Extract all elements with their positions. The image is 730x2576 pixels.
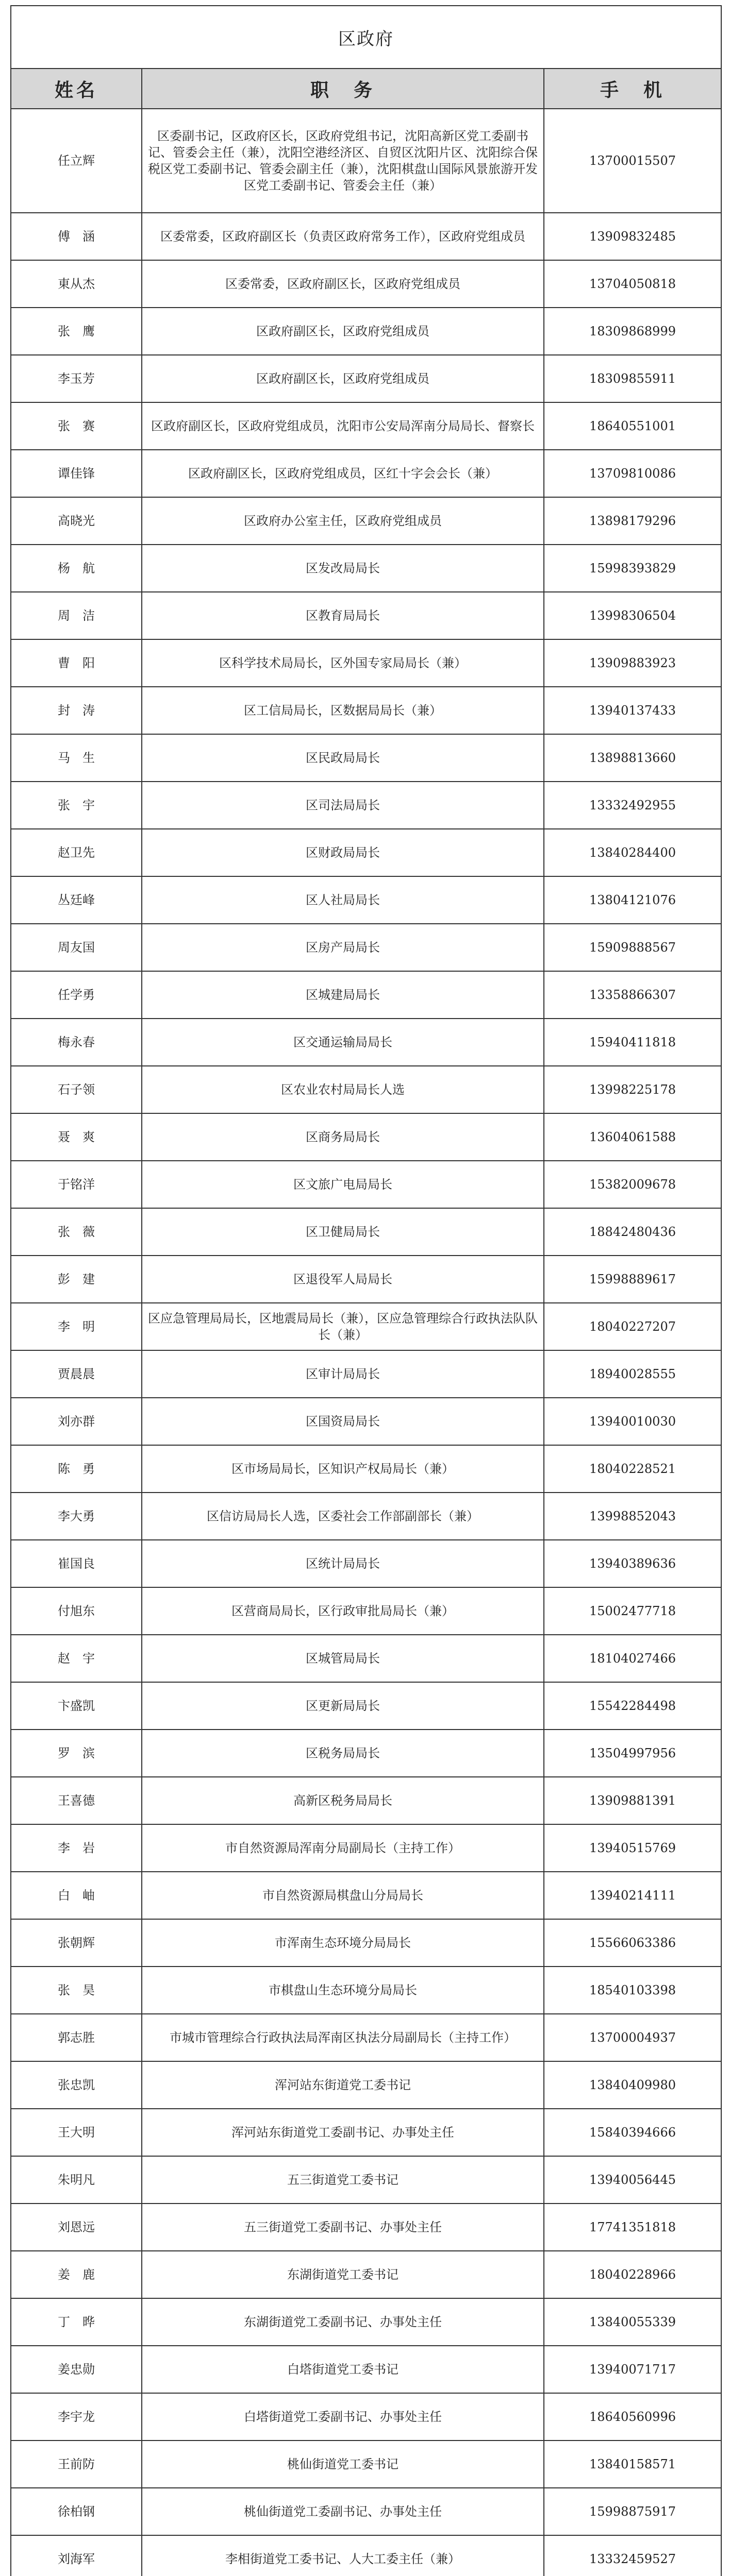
cell-phone: 13700015507 bbox=[544, 109, 721, 213]
cell-name: 任立辉 bbox=[11, 109, 142, 213]
cell-duty: 白塔街道党工委副书记、办事处主任 bbox=[142, 2393, 544, 2441]
cell-duty: 白塔街道党工委书记 bbox=[142, 2346, 544, 2393]
cell-duty: 区国资局局长 bbox=[142, 1398, 544, 1445]
cell-name: 赵卫先 bbox=[11, 829, 142, 876]
cell-duty: 市自然资源局浑南分局副局长（主持工作） bbox=[142, 1824, 544, 1872]
cell-phone: 17741351818 bbox=[544, 2204, 721, 2251]
cell-name: 刘海军 bbox=[11, 2535, 142, 2576]
cell-name: 丁 晔 bbox=[11, 2298, 142, 2346]
cell-name: 王大明 bbox=[11, 2109, 142, 2156]
table-body bbox=[11, 6, 721, 2576]
cell-phone: 18309855911 bbox=[544, 355, 721, 402]
cell-name: 封 涛 bbox=[11, 687, 142, 734]
cell-duty: 市自然资源局棋盘山分局局长 bbox=[142, 1872, 544, 1919]
table-row bbox=[11, 355, 721, 402]
cell-phone: 13940389636 bbox=[544, 1540, 721, 1587]
table-row bbox=[11, 734, 721, 782]
table-row bbox=[11, 308, 721, 355]
table-row bbox=[11, 2109, 721, 2156]
header-row bbox=[11, 69, 721, 109]
cell-name: 丛廷峰 bbox=[11, 876, 142, 924]
table-row bbox=[11, 2441, 721, 2488]
cell-duty: 区教育局局长 bbox=[142, 592, 544, 639]
table-row bbox=[11, 782, 721, 829]
table-row bbox=[11, 1777, 721, 1824]
cell-name: 崔国良 bbox=[11, 1540, 142, 1587]
cell-name: 陈 勇 bbox=[11, 1445, 142, 1493]
cell-phone: 18104027466 bbox=[544, 1635, 721, 1682]
table-row bbox=[11, 260, 721, 308]
table-row bbox=[11, 2251, 721, 2298]
cell-phone: 13940010030 bbox=[544, 1398, 721, 1445]
cell-name: 张朝辉 bbox=[11, 1919, 142, 1967]
table-row bbox=[11, 1256, 721, 1303]
cell-duty: 东湖街道党工委书记 bbox=[142, 2251, 544, 2298]
cell-duty: 区信访局局长人选，区委社会工作部副部长（兼） bbox=[142, 1493, 544, 1540]
table-row bbox=[11, 1919, 721, 1967]
cell-name: 张 昊 bbox=[11, 1967, 142, 2014]
cell-name: 姜忠勋 bbox=[11, 2346, 142, 2393]
cell-name: 周 洁 bbox=[11, 592, 142, 639]
cell-phone: 13898179296 bbox=[544, 497, 721, 545]
title-row bbox=[11, 6, 721, 69]
cell-phone: 13909832485 bbox=[544, 213, 721, 260]
cell-phone: 18842480436 bbox=[544, 1208, 721, 1256]
cell-phone: 15998875917 bbox=[544, 2488, 721, 2535]
cell-duty: 区政府副区长，区政府党组成员，区红十字会会长（兼） bbox=[142, 450, 544, 497]
table-row bbox=[11, 1303, 721, 1350]
cell-phone: 15998393829 bbox=[544, 545, 721, 592]
table-row bbox=[11, 1113, 721, 1161]
cell-phone: 13804121076 bbox=[544, 876, 721, 924]
cell-phone: 18940028555 bbox=[544, 1350, 721, 1398]
cell-name: 刘亦群 bbox=[11, 1398, 142, 1445]
cell-name: 卞盛凯 bbox=[11, 1682, 142, 1730]
table-row bbox=[11, 1445, 721, 1493]
cell-duty: 东湖街道党工委副书记、办事处主任 bbox=[142, 2298, 544, 2346]
cell-phone: 15002477718 bbox=[544, 1587, 721, 1635]
table-row bbox=[11, 1540, 721, 1587]
cell-name: 曹 阳 bbox=[11, 639, 142, 687]
cell-duty: 区政府副区长，区政府党组成员，沈阳市公安局浑南分局局长、督察长 bbox=[142, 402, 544, 450]
table-row bbox=[11, 1161, 721, 1208]
cell-name: 罗 滨 bbox=[11, 1730, 142, 1777]
cell-duty: 市浑南生态环境分局局长 bbox=[142, 1919, 544, 1967]
cell-phone: 13332459527 bbox=[544, 2535, 721, 2576]
table-row bbox=[11, 1682, 721, 1730]
cell-duty: 浑河站东街道党工委副书记、办事处主任 bbox=[142, 2109, 544, 2156]
cell-phone: 13840158571 bbox=[544, 2441, 721, 2488]
cell-duty: 区统计局局长 bbox=[142, 1540, 544, 1587]
cell-phone: 15909888567 bbox=[544, 924, 721, 971]
cell-phone: 13840055339 bbox=[544, 2298, 721, 2346]
cell-duty: 五三街道党工委书记 bbox=[142, 2156, 544, 2204]
cell-duty: 区政府副区长，区政府党组成员 bbox=[142, 355, 544, 402]
cell-phone: 13940214111 bbox=[544, 1872, 721, 1919]
table-row bbox=[11, 545, 721, 592]
cell-name: 李宇龙 bbox=[11, 2393, 142, 2441]
cell-name: 李玉芳 bbox=[11, 355, 142, 402]
cell-phone: 13604061588 bbox=[544, 1113, 721, 1161]
cell-duty: 市城市管理综合行政执法局浑南区执法分局副局长（主持工作） bbox=[142, 2014, 544, 2061]
cell-phone: 18540103398 bbox=[544, 1967, 721, 2014]
cell-name: 李大勇 bbox=[11, 1493, 142, 1540]
cell-phone: 13940137433 bbox=[544, 687, 721, 734]
cell-phone: 13704050818 bbox=[544, 260, 721, 308]
cell-duty: 浑河站东街道党工委书记 bbox=[142, 2061, 544, 2109]
cell-name: 姜 鹿 bbox=[11, 2251, 142, 2298]
cell-phone: 13358866307 bbox=[544, 971, 721, 1019]
cell-name: 郭志胜 bbox=[11, 2014, 142, 2061]
cell-duty: 区营商局局长，区行政审批局局长（兼） bbox=[142, 1587, 544, 1635]
cell-phone: 18640560996 bbox=[544, 2393, 721, 2441]
cell-name: 杨 航 bbox=[11, 545, 142, 592]
table-row bbox=[11, 402, 721, 450]
cell-duty: 区委常委，区政府副区长，区政府党组成员 bbox=[142, 260, 544, 308]
cell-name: 朱明凡 bbox=[11, 2156, 142, 2204]
table-row bbox=[11, 592, 721, 639]
cell-duty: 区市场局局长，区知识产权局局长（兼） bbox=[142, 1445, 544, 1493]
cell-duty: 区科学技术局局长，区外国专家局局长（兼） bbox=[142, 639, 544, 687]
cell-duty: 区卫健局局长 bbox=[142, 1208, 544, 1256]
table-row bbox=[11, 971, 721, 1019]
header-name: 姓名 bbox=[11, 69, 142, 109]
cell-name: 聂 爽 bbox=[11, 1113, 142, 1161]
cell-duty: 区委副书记，区政府区长，区政府党组书记，沈阳高新区党工委副书记、管委会主任（兼），沈阳空港经济区、自贸区沈阳片区、沈阳综合保税区党工委副书记、管委会副主任（兼），沈阳棋盘山国际风景旅游开发区党工委副书记、管委会主任（兼） bbox=[142, 109, 544, 213]
table-row bbox=[11, 829, 721, 876]
table-row bbox=[11, 1872, 721, 1919]
cell-name: 张 薇 bbox=[11, 1208, 142, 1256]
table-row bbox=[11, 1350, 721, 1398]
cell-phone: 18309868999 bbox=[544, 308, 721, 355]
cell-phone: 13940056445 bbox=[544, 2156, 721, 2204]
cell-phone: 13709810086 bbox=[544, 450, 721, 497]
cell-duty: 高新区税务局局长 bbox=[142, 1777, 544, 1824]
cell-duty: 区更新局局长 bbox=[142, 1682, 544, 1730]
cell-name: 周友国 bbox=[11, 924, 142, 971]
table-row bbox=[11, 687, 721, 734]
cell-name: 于铭洋 bbox=[11, 1161, 142, 1208]
cell-name: 石子领 bbox=[11, 1066, 142, 1113]
cell-duty: 区文旅广电局局长 bbox=[142, 1161, 544, 1208]
table-row bbox=[11, 1493, 721, 1540]
cell-duty: 市棋盘山生态环境分局局长 bbox=[142, 1967, 544, 2014]
cell-name: 李 岩 bbox=[11, 1824, 142, 1872]
cell-duty: 桃仙街道党工委副书记、办事处主任 bbox=[142, 2488, 544, 2535]
cell-duty: 区城管局局长 bbox=[142, 1635, 544, 1682]
cell-phone: 13998225178 bbox=[544, 1066, 721, 1113]
table-row bbox=[11, 1587, 721, 1635]
cell-name: 张 赛 bbox=[11, 402, 142, 450]
table-row bbox=[11, 2535, 721, 2576]
table-row bbox=[11, 1730, 721, 1777]
table-row bbox=[11, 497, 721, 545]
cell-duty: 区审计局局长 bbox=[142, 1350, 544, 1398]
cell-duty: 区房产局局长 bbox=[142, 924, 544, 971]
table-row bbox=[11, 213, 721, 260]
cell-duty: 区交通运输局局长 bbox=[142, 1019, 544, 1066]
cell-name: 张 鹰 bbox=[11, 308, 142, 355]
cell-duty: 区退役军人局局长 bbox=[142, 1256, 544, 1303]
table-row bbox=[11, 1208, 721, 1256]
cell-phone: 13998852043 bbox=[544, 1493, 721, 1540]
cell-phone: 13840409980 bbox=[544, 2061, 721, 2109]
cell-name: 王前防 bbox=[11, 2441, 142, 2488]
cell-phone: 13898813660 bbox=[544, 734, 721, 782]
directory-document bbox=[10, 5, 721, 2576]
cell-phone: 18040228521 bbox=[544, 1445, 721, 1493]
table-row bbox=[11, 1967, 721, 2014]
cell-duty: 五三街道党工委副书记、办事处主任 bbox=[142, 2204, 544, 2251]
cell-phone: 13840284400 bbox=[544, 829, 721, 876]
cell-phone: 15840394666 bbox=[544, 2109, 721, 2156]
cell-phone: 13909881391 bbox=[544, 1777, 721, 1824]
cell-name: 马 生 bbox=[11, 734, 142, 782]
table-row bbox=[11, 2488, 721, 2535]
cell-name: 東从杰 bbox=[11, 260, 142, 308]
cell-phone: 15940411818 bbox=[544, 1019, 721, 1066]
cell-duty: 区应急管理局局长，区地震局局长（兼），区应急管理综合行政执法队队长（兼） bbox=[142, 1303, 544, 1350]
table-row bbox=[11, 2204, 721, 2251]
cell-duty: 区税务局局长 bbox=[142, 1730, 544, 1777]
cell-duty: 区司法局局长 bbox=[142, 782, 544, 829]
cell-phone: 13504997956 bbox=[544, 1730, 721, 1777]
cell-phone: 18640551001 bbox=[544, 402, 721, 450]
document-title: 区政府 bbox=[11, 6, 721, 69]
cell-name: 张忠凯 bbox=[11, 2061, 142, 2109]
cell-name: 刘恩远 bbox=[11, 2204, 142, 2251]
cell-duty: 区财政局局长 bbox=[142, 829, 544, 876]
cell-duty: 区商务局局长 bbox=[142, 1113, 544, 1161]
cell-name: 付旭东 bbox=[11, 1587, 142, 1635]
cell-duty: 区工信局局长，区数据局局长（兼） bbox=[142, 687, 544, 734]
cell-phone: 13700004937 bbox=[544, 2014, 721, 2061]
header-phone: 手 机 bbox=[544, 69, 721, 109]
cell-duty: 区委常委，区政府副区长（负责区政府常务工作），区政府党组成员 bbox=[142, 213, 544, 260]
cell-name: 李 明 bbox=[11, 1303, 142, 1350]
table-row bbox=[11, 2061, 721, 2109]
cell-name: 梅永春 bbox=[11, 1019, 142, 1066]
cell-name: 徐柏钢 bbox=[11, 2488, 142, 2535]
cell-duty: 区政府办公室主任，区政府党组成员 bbox=[142, 497, 544, 545]
cell-phone: 15542284498 bbox=[544, 1682, 721, 1730]
table-row bbox=[11, 1066, 721, 1113]
cell-phone: 13998306504 bbox=[544, 592, 721, 639]
contact-table bbox=[10, 5, 722, 2576]
table-row bbox=[11, 2393, 721, 2441]
table-row bbox=[11, 1824, 721, 1872]
cell-duty: 区农业农村局局长人选 bbox=[142, 1066, 544, 1113]
cell-name: 贾晨晨 bbox=[11, 1350, 142, 1398]
cell-name: 白 岫 bbox=[11, 1872, 142, 1919]
cell-duty: 区政府副区长，区政府党组成员 bbox=[142, 308, 544, 355]
cell-duty: 区人社局局长 bbox=[142, 876, 544, 924]
cell-phone: 18040228966 bbox=[544, 2251, 721, 2298]
cell-name: 高晓光 bbox=[11, 497, 142, 545]
cell-phone: 15998889617 bbox=[544, 1256, 721, 1303]
cell-phone: 13332492955 bbox=[544, 782, 721, 829]
cell-name: 傅 涵 bbox=[11, 213, 142, 260]
table-row bbox=[11, 2346, 721, 2393]
cell-phone: 15566063386 bbox=[544, 1919, 721, 1967]
cell-name: 王喜德 bbox=[11, 1777, 142, 1824]
header-duty: 职 务 bbox=[142, 69, 544, 109]
cell-duty: 区民政局局长 bbox=[142, 734, 544, 782]
table-row bbox=[11, 109, 721, 213]
table-row bbox=[11, 2298, 721, 2346]
table-row bbox=[11, 2156, 721, 2204]
cell-name: 赵 宇 bbox=[11, 1635, 142, 1682]
cell-phone: 13940515769 bbox=[544, 1824, 721, 1872]
cell-phone: 13940071717 bbox=[544, 2346, 721, 2393]
table-row bbox=[11, 924, 721, 971]
table-row bbox=[11, 639, 721, 687]
cell-name: 谭佳锋 bbox=[11, 450, 142, 497]
cell-name: 彭 建 bbox=[11, 1256, 142, 1303]
table-row bbox=[11, 450, 721, 497]
cell-phone: 15382009678 bbox=[544, 1161, 721, 1208]
cell-name: 任学勇 bbox=[11, 971, 142, 1019]
cell-duty: 区城建局局长 bbox=[142, 971, 544, 1019]
table-row bbox=[11, 2014, 721, 2061]
cell-duty: 区发改局局长 bbox=[142, 545, 544, 592]
table-row bbox=[11, 876, 721, 924]
cell-name: 张 宇 bbox=[11, 782, 142, 829]
cell-phone: 13909883923 bbox=[544, 639, 721, 687]
cell-duty: 李相街道党工委书记、人大工委主任（兼） bbox=[142, 2535, 544, 2576]
cell-duty: 桃仙街道党工委书记 bbox=[142, 2441, 544, 2488]
table-row bbox=[11, 1398, 721, 1445]
table-row bbox=[11, 1635, 721, 1682]
cell-phone: 18040227207 bbox=[544, 1303, 721, 1350]
table-row bbox=[11, 1019, 721, 1066]
